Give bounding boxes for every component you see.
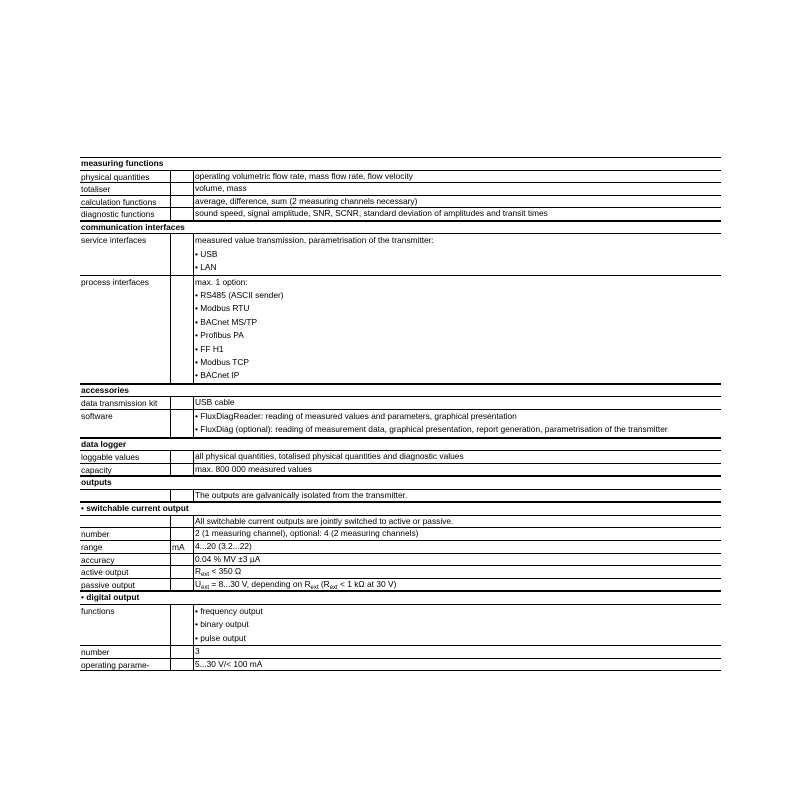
- spec-label: [80, 516, 170, 528]
- section-header: [80, 384, 721, 398]
- spec-row: [80, 605, 721, 646]
- spec-row: [80, 579, 721, 592]
- spec-label: capacity: [81, 464, 112, 475]
- value-text: < 1 kΩ at 30 V): [337, 578, 397, 589]
- spec-row: [80, 554, 721, 567]
- spec-value: [193, 605, 721, 645]
- spec-value: [193, 451, 721, 463]
- spec-value: [193, 541, 721, 553]
- spec-unit: [170, 646, 193, 658]
- spec-value: [193, 516, 721, 528]
- spec-value: [193, 183, 721, 195]
- section-title: • switchable current output: [81, 503, 189, 514]
- value-line: operating volumetric flow rate, mass flow rate, flow velocity: [195, 170, 413, 181]
- value-line: average, difference, sum (2 measuring channels necessary): [195, 195, 418, 206]
- spec-row: [80, 516, 721, 529]
- value-line: • frequency output: [195, 605, 263, 616]
- value-line: • RS485 (ASCII sender): [195, 289, 284, 300]
- spec-label: number: [81, 647, 110, 658]
- spec-unit: [170, 528, 193, 540]
- value-line: All switchable current outputs are jointly switched to active or passive.: [195, 515, 454, 526]
- value-text: (R: [318, 578, 330, 589]
- value-line: • LAN: [195, 262, 217, 273]
- spec-value: [193, 579, 721, 591]
- section-title: outputs: [81, 477, 112, 488]
- spec-unit: [170, 554, 193, 566]
- value-text: U: [195, 578, 202, 589]
- spec-label: functions: [81, 605, 115, 616]
- value-line: • Modbus TCP: [195, 356, 249, 367]
- spec-unit: [170, 579, 193, 591]
- value-line: • Modbus RTU: [195, 303, 250, 314]
- value-line: sound speed, signal amplitude, SNR, SCNR, standard deviation of amplitudes and transit times: [195, 208, 548, 219]
- spec-unit: mA: [170, 541, 193, 553]
- spec-unit: [170, 516, 193, 528]
- value-line: USB cable: [195, 397, 235, 408]
- section-title: accessories: [81, 384, 129, 395]
- spec-value: [193, 490, 721, 502]
- spec-value: [193, 659, 721, 671]
- spec-unit: [170, 171, 193, 183]
- value-line: 2 (1 measuring channel), optional: 4 (2 measuring channels): [195, 528, 419, 539]
- spec-row: [80, 528, 721, 541]
- spec-row: [80, 566, 721, 579]
- value-text: R: [195, 566, 202, 577]
- spec-label: passive output: [81, 579, 136, 590]
- spec-label: calculation functions: [81, 196, 157, 207]
- section-header: [80, 221, 721, 235]
- spec-row: [80, 410, 721, 438]
- subscript: ext: [310, 584, 319, 591]
- section-title: data logger: [81, 438, 127, 449]
- subscript: ext: [201, 572, 210, 578]
- spec-value: [193, 646, 721, 658]
- spec-row: [80, 659, 721, 672]
- spec-unit: [170, 397, 193, 409]
- spec-label: diagnostic functions: [81, 209, 155, 220]
- value-line: all physical quantities, totalised physical quantities and diagnostic values: [195, 451, 464, 462]
- value-text: < 350 Ω: [209, 566, 242, 577]
- spec-label: service interfaces: [81, 235, 147, 246]
- value-line: volume, mass: [195, 183, 247, 194]
- section-title: measuring functions: [81, 158, 164, 168]
- spec-value: [193, 397, 721, 409]
- value-line: • FF H1: [195, 343, 224, 354]
- spec-unit: [170, 490, 193, 502]
- spec-value: [193, 234, 721, 274]
- spec-unit: [170, 659, 193, 671]
- spec-row: [80, 541, 721, 554]
- spec-label: totaliser: [81, 184, 111, 195]
- value-line: • USB: [195, 248, 218, 259]
- value-line: • BACnet IP: [195, 370, 240, 381]
- spec-unit: [170, 234, 193, 274]
- section-header: [80, 476, 721, 490]
- spec-row: [80, 464, 721, 477]
- spec-value: [193, 554, 721, 566]
- spec-row: [80, 234, 721, 275]
- value-line: The outputs are galvanically isolated from the transmitter.: [195, 489, 408, 500]
- spec-value: [193, 196, 721, 208]
- value-line: 4...20 (3.2...22): [195, 541, 252, 552]
- value-line: max. 1 option:: [195, 276, 248, 287]
- spec-label: process interfaces: [81, 276, 149, 287]
- section-title: • digital output: [81, 592, 140, 603]
- spec-unit: [170, 196, 193, 208]
- spec-unit: [170, 451, 193, 463]
- spec-label: accuracy: [81, 554, 115, 565]
- subscript: ext: [201, 584, 210, 591]
- spec-unit: [170, 566, 193, 578]
- section-header: [80, 157, 721, 171]
- value-line: measured value transmission, parametrisation of the transmitter:: [195, 235, 434, 246]
- specification-table: [80, 157, 721, 671]
- spec-label: data transmission kit: [81, 398, 158, 409]
- spec-row: [80, 196, 721, 209]
- value-line: 0.04 % MV ±3 µA: [195, 553, 261, 564]
- spec-row: [80, 276, 721, 384]
- spec-unit: [170, 410, 193, 437]
- spec-value: [193, 410, 721, 437]
- spec-row: [80, 183, 721, 196]
- spec-unit: [170, 276, 193, 383]
- value-line: • BACnet MS/TP: [195, 316, 258, 327]
- value-line: • FluxDiagReader: reading of measured values and parameters, graphical presentation: [195, 410, 517, 421]
- spec-unit: [170, 208, 193, 220]
- value-line: • FluxDiag (optional): reading of measurement data, graphical presentation, report generation, parametrisation of the transmitter: [195, 424, 668, 435]
- spec-row: [80, 397, 721, 410]
- spec-unit: [170, 605, 193, 645]
- value-line: 3: [195, 646, 200, 657]
- spec-label: range: [81, 542, 103, 553]
- section-header: [80, 438, 721, 452]
- spec-row: [80, 171, 721, 184]
- spec-row: [80, 646, 721, 659]
- spec-label: loggable values: [81, 452, 140, 463]
- spec-label: active output: [81, 567, 129, 578]
- value-line: • binary output: [195, 619, 249, 630]
- spec-value: [193, 464, 721, 476]
- spec-value: [193, 528, 721, 540]
- spec-value: [193, 276, 721, 383]
- spec-unit: [170, 464, 193, 476]
- spec-value: [193, 566, 721, 578]
- spec-label: [80, 490, 170, 502]
- spec-value: [193, 208, 721, 220]
- section-header: [80, 502, 721, 516]
- spec-label: operating parame-: [81, 659, 150, 670]
- spec-row: [80, 451, 721, 464]
- spec-row: [80, 490, 721, 503]
- spec-label: physical quantities: [81, 171, 150, 182]
- value-text: = 8...30 V, depending on R: [209, 578, 311, 589]
- spec-row: [80, 208, 721, 221]
- spec-value: [193, 171, 721, 183]
- spec-label: number: [81, 529, 110, 540]
- spec-unit: [170, 183, 193, 195]
- value-line: max. 800 000 measured values: [195, 463, 312, 474]
- section-header: [80, 591, 721, 605]
- subscript: ext: [329, 584, 338, 591]
- section-title: communication interfaces: [81, 221, 185, 232]
- value-line: • Profibus PA: [195, 330, 244, 341]
- value-line: 5...30 V/< 100 mA: [195, 658, 263, 669]
- spec-label: software: [81, 410, 113, 421]
- value-line: • pulse output: [195, 632, 246, 643]
